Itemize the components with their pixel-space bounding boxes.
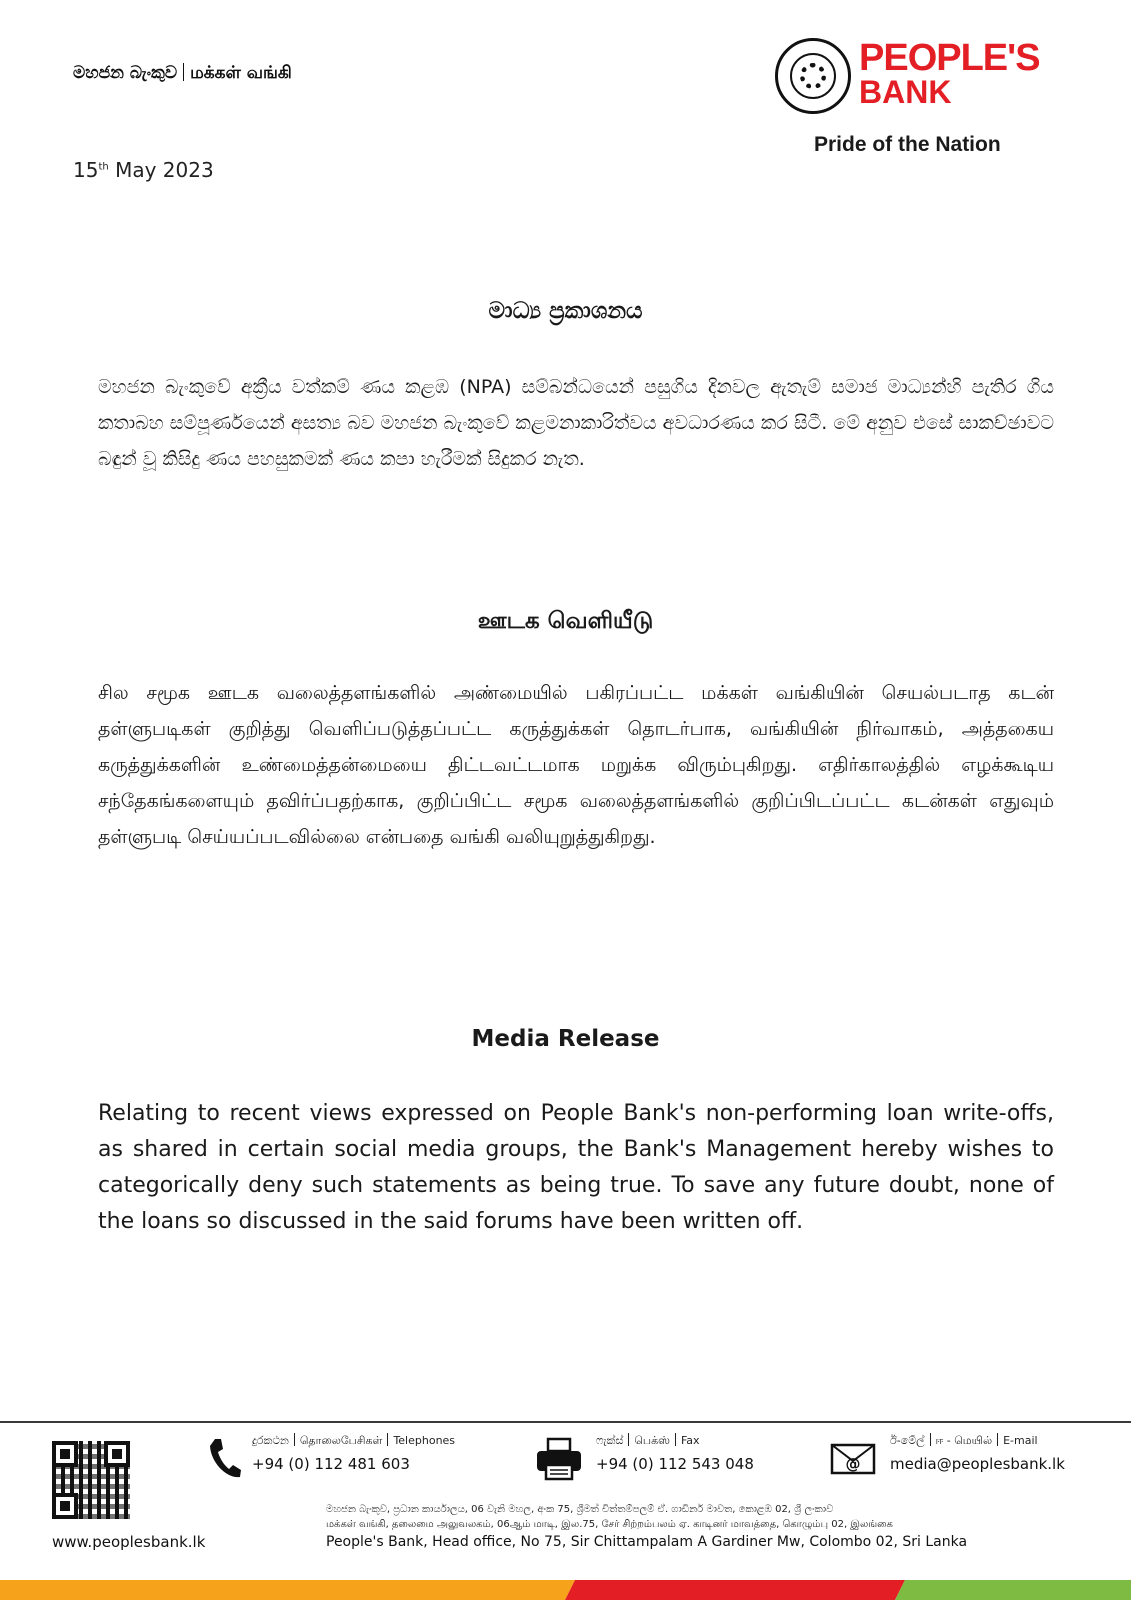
divider xyxy=(997,1433,998,1446)
qr-code-icon[interactable] xyxy=(52,1441,130,1519)
divider xyxy=(183,63,184,81)
english-section-body: Relating to recent views expressed on People Bank's non-performing loan write-offs, as shared in certain social media groups, the Bank's Management hereby wishes to categorically deny such statements as being true. To save any future doubt, none of the loans so discussed in the said forums have been written off. xyxy=(98,1101,1054,1234)
bank-seal-icon xyxy=(775,38,851,114)
stripe-green xyxy=(895,1580,1131,1600)
date-day: 15 xyxy=(73,158,99,182)
head-office-address xyxy=(326,1502,967,1552)
fax-icon xyxy=(534,1437,584,1481)
divider xyxy=(294,1433,295,1446)
email-icon xyxy=(830,1443,876,1477)
telephone-label-ta: தொலைபேசிகள் xyxy=(299,1434,383,1447)
fax-number[interactable]: +94 (0) 112 543 048 xyxy=(596,1455,754,1473)
stripe-red xyxy=(565,1580,905,1600)
address-english: People's Bank, Head office, No 75, Sir Chittampalam A Gardiner Mw, Colombo 02, Sri Lanka xyxy=(326,1534,968,1550)
bank-name-tamil: மக்கள் வங்கி xyxy=(190,63,292,83)
qr-finder xyxy=(52,1441,78,1467)
brand-color-stripe xyxy=(0,1580,1131,1600)
english-section-title: Media Release xyxy=(471,1026,660,1052)
footer-divider xyxy=(0,1421,1131,1423)
email-label-en: E-mail xyxy=(1003,1434,1038,1447)
peoples-bank-logo xyxy=(775,37,1040,118)
tamil-section-body: சில சமூக ஊடக வலைத்தளங்களில் அண்மையில் பகிரப்பட்ட மக்கள் வங்கியின் செயல்படாத கடன் தள்ளுபடிகள் குறித்து வெளிப்படுத்தப்பட்ட கருத்துக்கள் தொடர்பாக, வங்கியின் நிர்வாகம், அத்தகைய கருத்துக்களின் உண்மைத்தன்மையை திட்டவட்டமாக மறுக்க விரும்புகிறது. எதிர்காலத்தில் எழக்கூடிய சந்தேகங்களையும் தவிர்ப்பதற்காக, குறிப்பிட்ட சமூக வலைத்தளங்களில் குறிப்பிடப்பட்ட கடன்கள் எதுவும் தள்ளுபடி செய்யப்படவில்லை என்பதை வங்கி வலியுறுத்துகிறது. xyxy=(98,682,1054,848)
qr-finder xyxy=(52,1493,78,1519)
tamil-section-title: ஊடக வெளியீடு xyxy=(477,608,654,634)
tagline: Pride of the Nation xyxy=(814,133,1001,156)
qr-finder xyxy=(104,1441,130,1467)
telephone-label-si: දුරකථන xyxy=(252,1434,289,1447)
svg-text:@: @ xyxy=(845,1455,861,1473)
phone-icon xyxy=(207,1437,243,1481)
fax-label-en: Fax xyxy=(680,1434,700,1447)
website-link[interactable]: www.peoplesbank.lk xyxy=(52,1533,206,1551)
address-tamil: மக்கள் வங்கி, தலைமை அலுவலகம், 06ஆம் மாடி, இல.75, சேர் சிற்றம்பலம் ஏ. காடினர் மாவத்தை, கொழும்பு 02, இலங்கை xyxy=(326,1519,893,1530)
seal-gear-icon xyxy=(800,63,826,89)
email-address[interactable]: media@peoplesbank.lk xyxy=(890,1455,1065,1473)
email-label-ta: ஈ - மெயில் xyxy=(935,1434,993,1447)
sinhala-section-title: මාධ්‍ය ප්‍රකාශනය xyxy=(488,298,643,324)
email-label xyxy=(890,1433,1038,1449)
divider xyxy=(930,1433,931,1446)
telephone-label-en: Telephones xyxy=(393,1434,456,1447)
brand-name: PEOPLE'S xyxy=(859,37,1040,79)
divider xyxy=(628,1433,629,1446)
date-suffix: th xyxy=(98,161,109,173)
telephone-label xyxy=(252,1433,455,1449)
date-month-year: May 2023 xyxy=(115,158,214,182)
bank-name-header xyxy=(73,63,292,85)
fax-label-si: ෆැක්ස් xyxy=(596,1434,624,1447)
divider xyxy=(675,1433,676,1446)
stripe-orange xyxy=(0,1580,575,1600)
brand-sub: BANK xyxy=(859,74,952,110)
bank-name-sinhala: මහජන බැංකුව xyxy=(73,63,178,83)
fax-label xyxy=(596,1433,700,1449)
email-label-si: ඊ-මේල් xyxy=(890,1434,925,1447)
release-date xyxy=(73,158,214,182)
sinhala-section-body: මහජන බැංකුවේ අක්‍රීය වත්කම් ණය කළඹ (NPA) සම්බන්ධයෙන් පසුගිය දිනවල ඇතැම් සමාජ මාධ්‍යන්හි පැතිර ගිය කතාබහ සම්පූර්ණයෙන් අසත්‍ය බව මහජන බැංකුවේ කළමනාකාරිත්වය අවධාරණය කර සිටී. මේ අනුව එසේ සාකච්ඡාවට බඳුන් වූ කිසිදු ණය පහසුකමක් ණය කපා හැරීමක් සිදුකර නැත. xyxy=(98,376,1054,470)
fax-label-ta: பெக்ஸ் xyxy=(634,1434,670,1447)
address-sinhala: මහජන බැංකුව, ප්‍රධාන කාර්යාලය, 06 වැනි මහල, අංක 75, ශ්‍රීමත් චිත්තම්පලම් ඒ. ගාඩිනර් මාවත, කොළඹ 02, ශ්‍රී ලංකාව xyxy=(326,1504,834,1515)
telephone-number[interactable]: +94 (0) 112 481 603 xyxy=(252,1455,410,1473)
divider xyxy=(387,1433,388,1446)
